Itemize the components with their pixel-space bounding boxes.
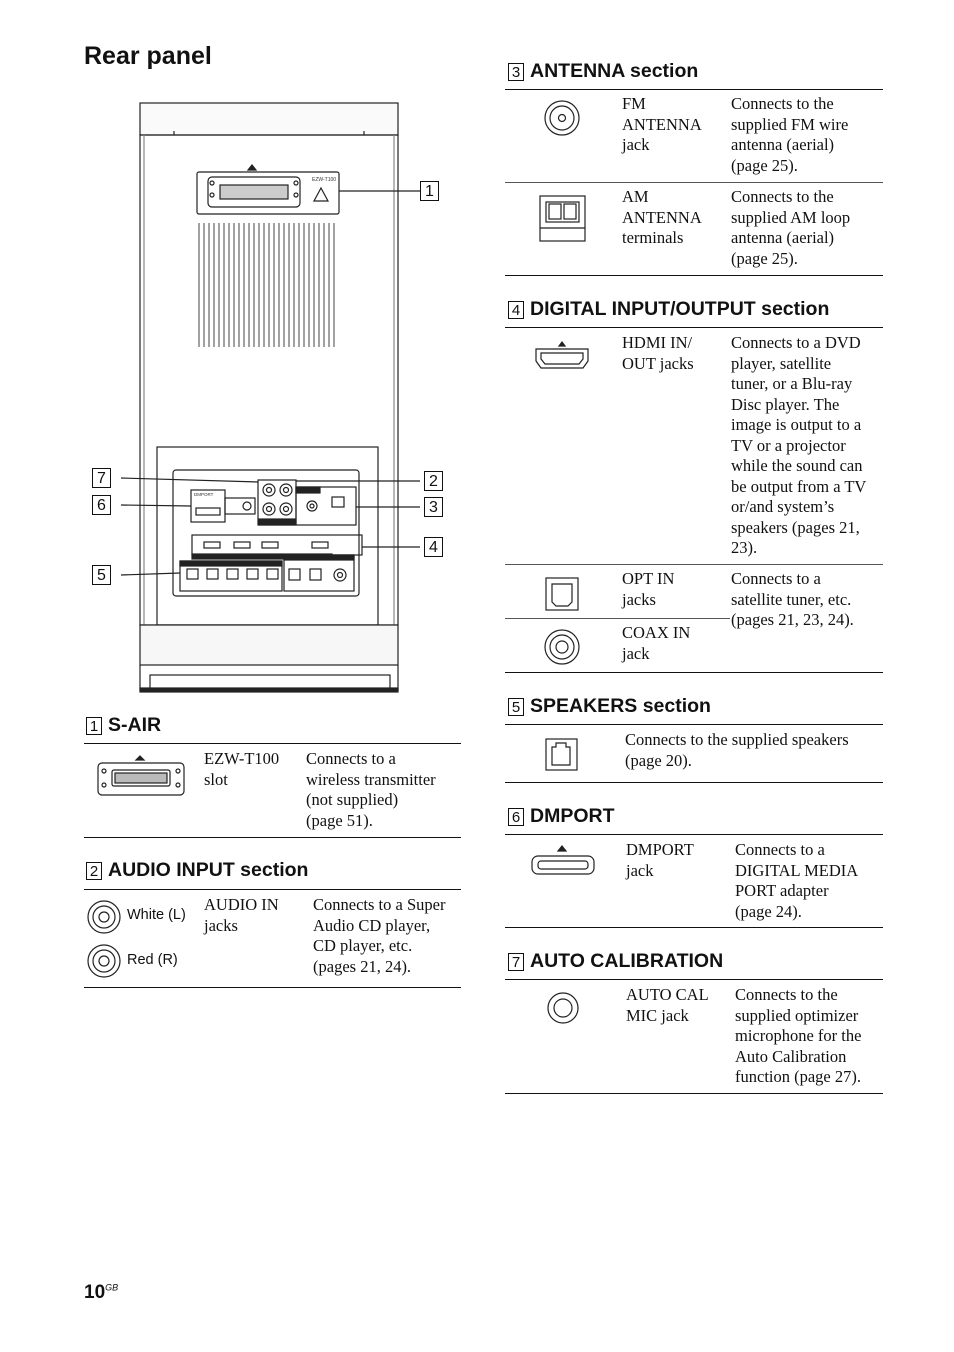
section-title: DMPORT	[530, 805, 615, 827]
section-title: ANTENNA section	[530, 60, 699, 82]
callout-1: 1	[420, 181, 439, 201]
auto-cal-desc: Connects to the supplied optimizer microphone for the Auto Calibration function (page 27).	[735, 985, 862, 1086]
hdmi-jack-icon	[533, 340, 591, 372]
section-number: 1	[86, 717, 102, 735]
section-dmport-heading	[508, 805, 615, 828]
section-digital-heading	[508, 298, 829, 321]
am-terminal-icon	[538, 194, 588, 244]
divider	[505, 564, 883, 565]
auto-cal-name: AUTO CAL MIC jack	[626, 985, 709, 1025]
page-title: Rear panel	[84, 42, 212, 70]
rca-jack-icons	[86, 899, 126, 981]
divider	[505, 182, 883, 183]
callout-6: 6	[92, 495, 111, 515]
divider	[84, 743, 461, 744]
dmport-diagram-label: DMPORT	[194, 492, 214, 497]
divider	[505, 672, 883, 673]
ezw-diagram-label: EZW-T100	[312, 177, 337, 183]
divider	[505, 834, 883, 835]
ezw-slot-icon	[96, 754, 188, 798]
page-number	[84, 1282, 118, 1304]
section-title: AUDIO INPUT section	[108, 859, 309, 881]
speakers-desc: Connects to the supplied speakers (page 20).	[625, 730, 849, 770]
dmport-name: DMPORT jack	[626, 840, 694, 880]
hdmi-desc: Connects to a DVD player, satellite tuner, or a Blu-ray Disc player. The image is output to a TV or a projector while the sound can be output from a TV or/and system’s speakers (pages 21, 23).	[731, 333, 867, 557]
divider	[84, 889, 461, 890]
callout-5: 5	[92, 565, 111, 585]
red-r-label: Red (R)	[127, 952, 178, 968]
divider	[505, 275, 883, 276]
section-number: 4	[508, 301, 524, 319]
divider	[505, 327, 883, 328]
callout-4: 4	[424, 537, 443, 557]
coax-in-name: COAX IN jack	[622, 623, 691, 663]
section-auto-cal-heading	[508, 950, 723, 973]
section-title: S-AIR	[108, 714, 162, 736]
section-title: DIGITAL INPUT/OUTPUT section	[530, 298, 830, 320]
dmport-jack-icon	[529, 844, 597, 878]
divider	[505, 89, 883, 90]
speaker-jack-icon	[544, 737, 580, 773]
coax-jack-icon	[543, 628, 581, 666]
divider	[505, 927, 883, 928]
fm-antenna-desc: Connects to the supplied FM wire antenna (aerial) (page 25).	[731, 94, 849, 175]
divider	[505, 979, 883, 980]
divider	[505, 1093, 883, 1094]
section-number: 5	[508, 698, 524, 716]
section-title: AUTO CALIBRATION	[530, 950, 724, 972]
section-number: 3	[508, 63, 524, 81]
page-suffix: GB	[105, 1282, 119, 1293]
section-number: 2	[86, 862, 102, 880]
am-antenna-desc: Connects to the supplied AM loop antenna (aerial) (page 25).	[731, 187, 851, 268]
audio-in-desc: Connects to a Super Audio CD player, CD player, etc. (pages 21, 24).	[313, 895, 446, 976]
divider	[505, 724, 883, 725]
page-number-value: 10	[84, 1282, 106, 1303]
am-antenna-name: AM ANTENNA terminals	[622, 187, 702, 247]
audio-in-name: AUDIO IN jacks	[204, 895, 279, 935]
section-speakers-heading	[508, 695, 711, 718]
opt-in-name: OPT IN jacks	[622, 569, 675, 609]
section-number: 7	[508, 953, 524, 971]
section-s-air-heading	[86, 714, 161, 737]
opt-jack-icon	[544, 576, 580, 612]
fm-jack-icon	[543, 99, 581, 137]
callout-3: 3	[424, 497, 443, 517]
divider	[505, 782, 883, 783]
section-number: 6	[508, 808, 524, 826]
callout-7: 7	[92, 468, 111, 488]
mic-jack-icon	[546, 991, 580, 1025]
dmport-desc: Connects to a DIGITAL MEDIA PORT adapter (page 24).	[735, 840, 859, 921]
rear-panel-diagram	[84, 95, 454, 700]
white-l-label: White (L)	[127, 907, 186, 923]
opt-coax-desc: Connects to a satellite tuner, etc. (pages 21, 23, 24).	[731, 569, 854, 629]
divider	[505, 618, 730, 619]
divider	[84, 837, 461, 838]
section-antenna-heading	[508, 60, 698, 83]
ezw-slot-name: EZW-T100 slot	[204, 749, 280, 789]
section-title: SPEAKERS section	[530, 695, 711, 717]
ezw-slot-desc: Connects to a wireless transmitter (not supplied) (page 51).	[306, 749, 436, 830]
callout-2: 2	[424, 471, 443, 491]
fm-antenna-name: FM ANTENNA jack	[622, 94, 702, 154]
divider	[84, 987, 461, 988]
section-audio-input-heading	[86, 859, 308, 882]
hdmi-name: HDMI IN/ OUT jacks	[622, 333, 694, 373]
